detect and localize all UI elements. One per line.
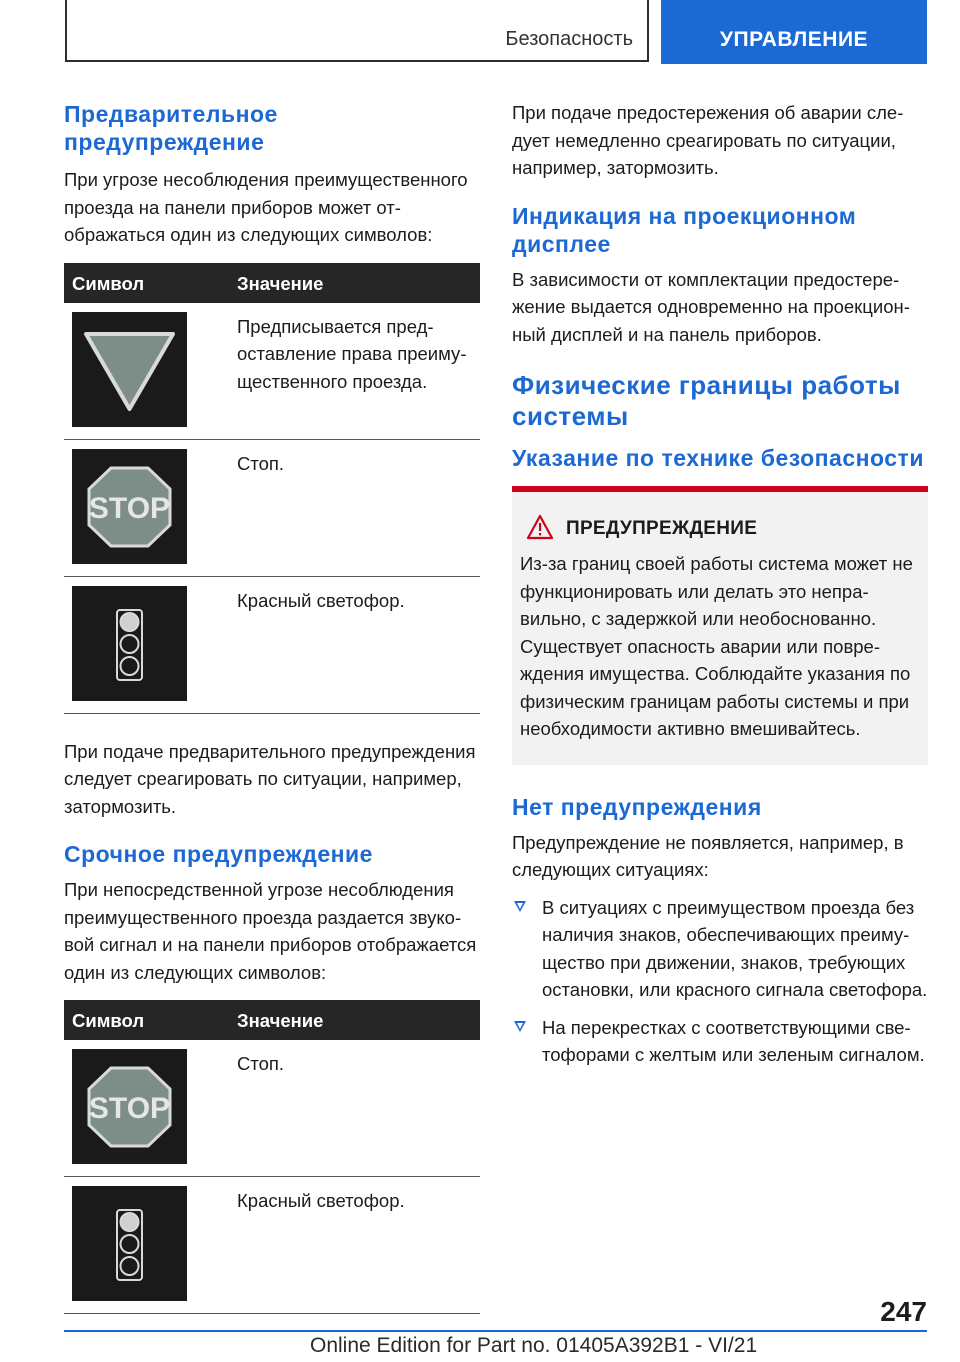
right-column [512,99,928,1069]
column-header-meaning: Значение [237,272,324,294]
stop-sign-icon [72,449,187,564]
page-header [65,0,927,64]
column-header-meaning: Значение [237,1010,324,1031]
list-item [512,894,928,1004]
warning-title-row [520,514,920,544]
red-traffic-light-icon [72,586,187,701]
paragraph-after-preliminary: При подаче предварительного предупреждения следует среагировать по ситуации, например, затормозить. [64,740,476,817]
paragraph-urgent: При непосредственной угрозе несоблюдения преимущественного проезда раздается звуковой сигнал и на панели приборов отображается один из следующих символов: [64,879,477,983]
meaning-text: Стоп. [237,452,285,474]
page-number: 247 [880,1296,927,1327]
chapter-title: УПРАВЛЕНИЕ [719,28,869,51]
heading-urgent-warning: Срочное предупреждение [64,841,373,867]
meaning-text: Красный светофор. [237,589,405,611]
warning-title: ПРЕДУПРЕЖДЕНИЕ [566,518,758,539]
bullet-triangle-icon [514,901,526,912]
warning-triangle-icon [526,514,554,540]
heading-system-limits: Физические границы работы системы [512,370,901,431]
list-item-text: В ситуациях с преимуществом проезда без наличия знаков, обеспечивающих преимущество при движении, знаков, требующих остановки, или красного сигнала светофора. [542,896,928,1000]
edition-text: Online Edition for Part no. 01405A392B1 - VI/21 [310,1334,758,1357]
heading-preliminary-warning: Предварительное предупреждение [64,101,278,155]
table-row [64,1040,480,1177]
stop-sign-icon [72,1049,187,1164]
table-row [64,440,480,577]
section-tab [65,0,649,62]
column-header-symbol: Символ [72,272,145,294]
meaning-text: Предписывается предоставление права преимущественного проезда. [237,315,467,392]
table-header [64,1000,480,1040]
section-title: Безопасность [505,28,633,50]
paragraph-no-warning: Предупреждение не появляется, например, в следующих ситуациях: [512,831,904,880]
list-item-text: На перекрестках с соответствующими светофорами с желтым или зеленым сигналом. [542,1016,925,1065]
heading-no-warning: Нет предупреждения [512,793,762,820]
heading-head-up-display: Индикация на проекционном дисплее [512,202,857,257]
svg-text:STOP: STOP [88,491,171,525]
red-traffic-light-icon [72,1186,187,1301]
column-header-symbol: Символ [72,1010,145,1031]
table-header [64,263,480,303]
heading-safety-note: Указание по технике безопасности [512,445,924,471]
paragraph-head-up-display: В зависимости от комплектации предостережение выдается одновременно на проекционный дисплей и на панель приборов. [512,268,910,345]
table-row [64,577,480,714]
chapter-tab [661,0,927,64]
list-item [512,1014,928,1069]
warning-box [512,486,928,765]
footer-divider [64,1330,927,1332]
bullet-triangle-icon [514,1021,526,1032]
paragraph-preliminary: При угрозе несоблюдения преимущественного проезда на панели приборов может отображаться один из следующих символов: [64,169,468,245]
svg-text:STOP: STOP [88,1092,171,1125]
left-column [64,100,480,1314]
paragraph-top: При подаче предостережения об аварии следует немедленно среагировать по ситуации, например, затормозить. [512,102,904,178]
table-row [64,1177,480,1314]
meaning-text: Красный светофор. [237,1190,405,1211]
symbol-table-preliminary [64,263,480,714]
symbol-table-urgent [64,1000,480,1314]
meaning-text: Стоп. [237,1053,285,1074]
warning-text: Из-за границ своей работы система может не функционировать или делать это неправильно, с задержкой или необоснованно. Существует опасность аварии или повреждения имущества. Соблюдайте указания по физическим границам работы системы и при необходимости активно вмешивайтесь. [520,553,913,739]
yield-sign-icon [72,312,187,427]
table-row [64,303,480,440]
